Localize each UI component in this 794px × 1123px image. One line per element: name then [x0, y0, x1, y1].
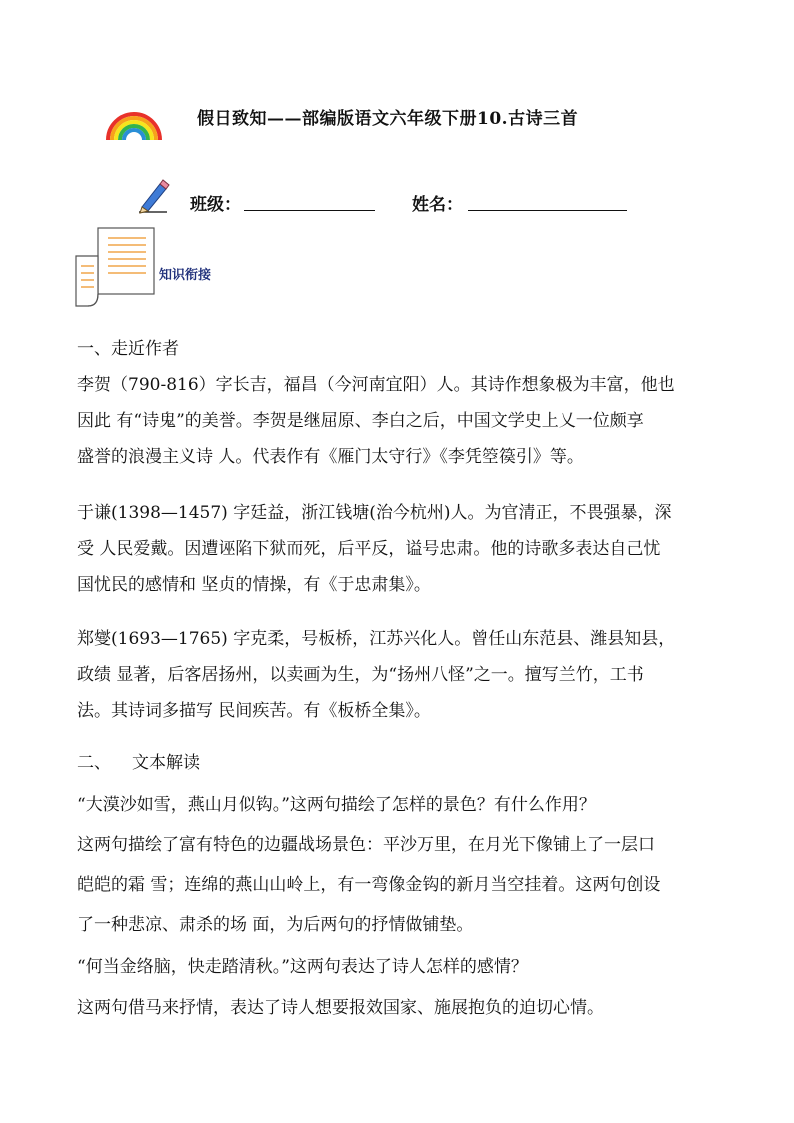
paragraph-line: 李贺（790-816）字长吉，福昌（今河南宜阳）人。其诗作想象极为丰富，他也: [77, 375, 675, 395]
paragraph-line: 因此 有“诗鬼”的美誉。李贺是继屈原、李白之后，中国文学史上乂一位颇享: [77, 411, 644, 431]
paragraph-line: 于谦(1398—1457) 字廷益，浙江钱塘(治今杭州)人。为官清正，不畏强暴，深: [77, 503, 672, 523]
paragraph-line: 国忧民的感情和 坚贞的情操，有《于忠肃集》。: [77, 575, 431, 595]
paragraph-line: 受 人民爱戴。因遭诬陷下狱而死，后平反，谥号忠肃。他的诗歌多表达自己忧: [77, 539, 661, 559]
paragraph-line: 盛誉的浪漫主义诗 人。代表作有《雁门太守行》《李凭箜篌引》等。: [77, 447, 584, 467]
class-input-line[interactable]: [244, 210, 375, 211]
question-2: “何当金络脑，快走踏清秋。”这两句表达了诗人怎样的感情？: [77, 957, 528, 977]
answer-line: 这两句借马来抒情，表达了诗人想要报效国家、施展抱负的迫切心情。: [77, 998, 604, 1018]
answer-line: 了一种悲凉、肃杀的场 面，为后两句的抒情做铺垫。: [77, 915, 474, 935]
knowledge-section-label: 知识衔接: [159, 268, 212, 283]
scroll-document-icon: [74, 226, 158, 308]
paragraph-line: 政绩 显著，后客居扬州，以卖画为生，为“扬州八怪”之一。擅写兰竹，工书: [77, 665, 644, 685]
paragraph-line: 法。其诗词多描写 民间疾苦。有《板桥全集》。: [77, 701, 431, 721]
page-title: 假日致知——部编版语文六年级下册10.古诗三首: [197, 109, 579, 129]
author-heading: 一、走近作者: [77, 339, 179, 359]
class-label: 班级：: [190, 195, 241, 215]
pencil-icon: [136, 178, 170, 214]
answer-line: 这两句描绘了富有特色的边疆战场景色：平沙万里，在月光下像铺上了一层口: [77, 835, 655, 855]
name-input-line[interactable]: [468, 210, 627, 211]
paragraph-line: 郑燮(1693—1765) 字克柔，号板桥，江苏兴化人。曾任山东范县、潍县知县，: [77, 629, 676, 649]
name-label: 姓名：: [412, 195, 463, 215]
answer-line: 皑皑的霜 雪；连绵的燕山山岭上，有一弯像金钩的新月当空挂着。这两句创设: [77, 875, 661, 895]
reading-heading: 文本解读: [132, 753, 200, 773]
rainbow-icon: [104, 108, 164, 140]
reading-heading-number: 二、: [77, 753, 111, 773]
question-1: “大漠沙如雪，燕山月似钩。”这两句描绘了怎样的景色？有什么作用？: [77, 795, 596, 815]
